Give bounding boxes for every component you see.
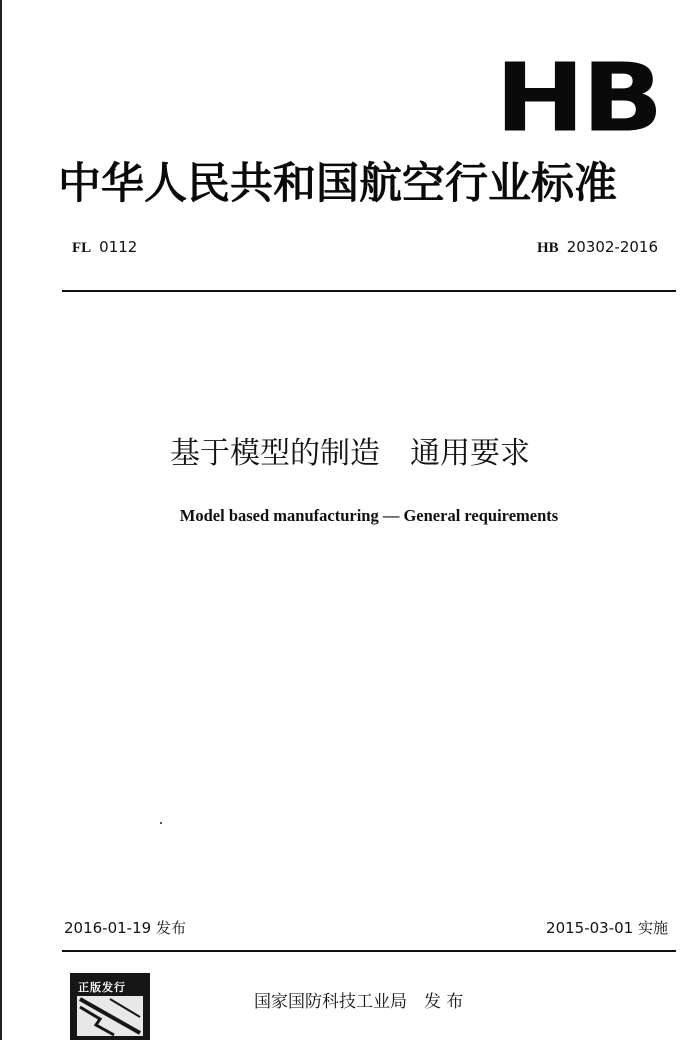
issue-date: 2016-01-19 发布 [64,919,186,937]
document-title-chinese: 基于模型的制造 通用要求 [170,436,530,471]
classification-prefix: FL [72,240,92,256]
standard-prefix: HB [537,240,559,256]
genuine-edition-stamp [70,973,150,1040]
implementation-date: 2015-03-01 实施 [546,919,668,937]
scan-speck [160,822,162,824]
publisher: 国家国防科技工业局 发 布 [254,992,464,1012]
standard-category-title: 中华人民共和国航空行业标准 [58,159,617,209]
top-divider [62,290,676,292]
standard-code [537,238,658,257]
bottom-divider [62,950,676,952]
standard-number: 20302-2016 [566,238,658,256]
classification-code [72,238,137,257]
stamp-label: 正版发行 [78,981,126,994]
classification-number: 0112 [99,238,138,256]
document-title-english: Model based manufacturing — General requirements [179,506,559,525]
hb-logo: HB [495,43,661,154]
